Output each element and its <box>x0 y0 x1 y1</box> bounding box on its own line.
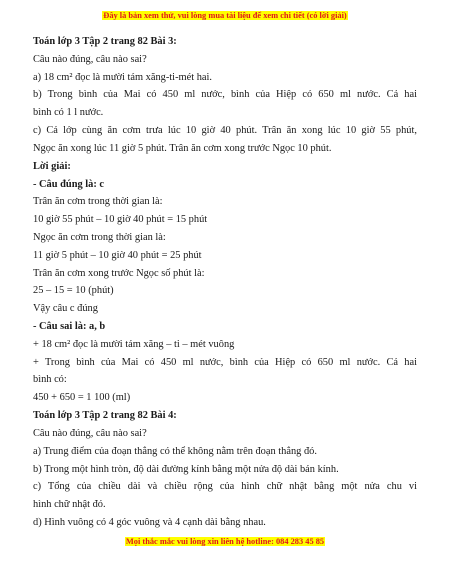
text-line: hình chữ nhật đó. <box>33 499 106 510</box>
text-line: a) Trung điểm của đoạn thẳng có thể không nằm trên đoạn thẳng đó. <box>33 446 317 457</box>
hotline-banner: Mọi thắc mắc vui lòng xin liên hệ hotline: 084 283 45 85 <box>125 537 325 546</box>
section-heading: - Câu sai là: a, b <box>33 321 106 332</box>
text-line: + 18 cm² đọc là mười tám xăng – ti – mét vuông <box>33 339 235 350</box>
text-line: + Trong bình của Mai có 450 ml nước, bình của Hiệp có 650 ml nước. Cả hai <box>33 357 417 368</box>
text-line: bình có: <box>33 374 67 385</box>
text-line: b) Trong một hình tròn, độ dài đường kính bằng một nửa độ dài bán kính. <box>33 464 339 475</box>
text-line: Câu nào đúng, câu nào sai? <box>33 428 147 439</box>
text-line: 450 + 650 = 1 100 (ml) <box>33 392 131 403</box>
preview-notice-banner: Đây là bản xem thử, vui lòng mua tài liệu để xem chi tiết (có lời giải) <box>103 11 347 20</box>
text-line: Trân ăn cơm xong trước Ngọc số phút là: <box>33 268 205 279</box>
text-line: Vậy câu c đúng <box>33 303 98 314</box>
section-heading: Lời giải: <box>33 161 71 172</box>
text-line: Ngọc ăn cơm trong thời gian là: <box>33 232 166 243</box>
section-heading: Toán lớp 3 Tập 2 trang 82 Bài 4: <box>33 410 177 421</box>
text-line: b) Trong bình của Mai có 450 ml nước, bình của Hiệp có 650 ml nước. Cả hai <box>33 89 417 100</box>
text-line: d) Hình vuông có 4 góc vuông và 4 cạnh dài bằng nhau. <box>33 517 266 528</box>
text-line: c) Tổng của chiều dài và chiều rộng của hình chữ nhật bằng một nửa chu vi <box>33 481 417 492</box>
text-line: Ngọc ăn xong lúc 11 giờ 5 phút. Trân ăn cơm xong trước Ngọc 10 phút. <box>33 143 332 154</box>
section-heading: - Câu đúng là: c <box>33 179 105 190</box>
text-line: Trân ăn cơm trong thời gian là: <box>33 196 163 207</box>
section-heading: Toán lớp 3 Tập 2 trang 82 Bài 3: <box>33 36 177 47</box>
text-line: 10 giờ 55 phút – 10 giờ 40 phút = 15 phút <box>33 214 208 225</box>
text-line: 11 giờ 5 phút – 10 giờ 40 phút = 25 phút <box>33 250 202 261</box>
text-line: c) Cả lớp cùng ăn cơm trưa lúc 10 giờ 40 phút. Trân ăn xong lúc 10 giờ 55 phút, <box>33 125 417 136</box>
text-line: Câu nào đúng, câu nào sai? <box>33 54 147 65</box>
text-line: 25 – 15 = 10 (phút) <box>33 285 114 296</box>
text-line: bình có 1 l nước. <box>33 107 104 118</box>
text-line: a) 18 cm² đọc là mười tám xăng-ti-mét hai. <box>33 72 212 83</box>
